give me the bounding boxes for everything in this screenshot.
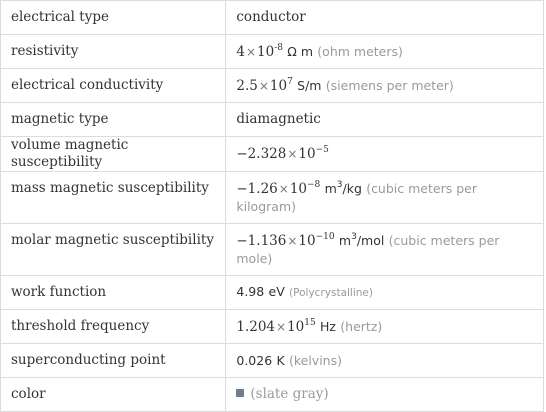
- table-row: [1, 69, 544, 103]
- value-number: 0.026: [236, 352, 273, 368]
- row-value: [226, 1, 544, 35]
- value-exponent: −5: [315, 144, 329, 155]
- value-unit: Hz: [320, 318, 336, 334]
- value-base: 10: [298, 145, 316, 162]
- value-base: 10: [269, 77, 288, 94]
- times-sign: ×: [245, 44, 257, 59]
- row-label: color: [1, 378, 226, 412]
- row-value: [226, 103, 544, 137]
- value-mantissa: −1.136: [236, 232, 287, 249]
- value-mantissa: −1.26: [236, 180, 278, 197]
- table-row: [1, 344, 544, 378]
- value-mantissa: 1.204: [236, 318, 276, 335]
- row-label: magnetic type: [1, 103, 226, 137]
- unit-description: (kelvins): [288, 352, 342, 368]
- unit-description: (hertz): [340, 318, 383, 334]
- table-row: [1, 224, 544, 276]
- table-row: [1, 378, 544, 412]
- value-exponent: −8: [307, 179, 321, 190]
- value-base: 10: [289, 180, 307, 197]
- value-text: diamagnetic: [236, 111, 321, 127]
- row-label: volume magnetic susceptibility: [1, 137, 226, 172]
- value-unit: eV: [268, 284, 285, 299]
- value-base: 10: [287, 318, 305, 335]
- row-label: superconducting point: [1, 344, 226, 378]
- value-unit: S/m: [297, 77, 322, 93]
- row-label: mass magnetic susceptibility: [1, 172, 226, 224]
- times-sign: ×: [278, 181, 289, 196]
- value-mantissa: 2.5: [236, 77, 258, 94]
- value-unit: $m^3$/mol: [338, 231, 385, 248]
- row-value: [226, 35, 544, 69]
- row-label: work function: [1, 276, 226, 310]
- row-value: [226, 172, 544, 224]
- row-label: molar magnetic susceptibility: [1, 224, 226, 276]
- unit-description: (ohm meters): [317, 43, 403, 59]
- value-unit: $m^3/kg$: [324, 179, 362, 196]
- row-label: electrical type: [1, 1, 226, 35]
- color-swatch: [236, 389, 244, 397]
- value-number: 4.98: [236, 284, 265, 299]
- row-value: [226, 276, 544, 310]
- row-label: electrical conductivity: [1, 69, 226, 103]
- value-unit: K: [276, 352, 285, 368]
- color-name: (slate gray): [250, 386, 329, 402]
- table-row: [1, 1, 544, 35]
- times-sign: ×: [258, 78, 269, 93]
- row-value: [226, 310, 544, 344]
- row-value: [226, 378, 544, 412]
- table-row: [1, 276, 544, 310]
- value-mantissa: 4: [236, 43, 245, 60]
- table-row: [1, 103, 544, 137]
- times-sign: ×: [276, 319, 287, 334]
- table-row: [1, 137, 544, 172]
- row-value: [226, 224, 544, 276]
- row-value: [226, 69, 544, 103]
- value-unit: Ω m: [287, 43, 313, 59]
- value-exponent: 15: [304, 317, 316, 328]
- times-sign: ×: [287, 233, 298, 248]
- unit-description: (cubic meters per kilogram): [236, 180, 477, 214]
- table-row: [1, 172, 544, 224]
- unit-description: (cubic meters per mole): [236, 232, 500, 266]
- unit-description: (Polycrystalline): [289, 287, 373, 299]
- row-value: [226, 344, 544, 378]
- table-row: [1, 35, 544, 69]
- unit-description: (siemens per meter): [325, 77, 454, 93]
- value-mantissa: −2.328: [236, 145, 287, 162]
- value-exponent: −10: [315, 231, 335, 242]
- value-text: conductor: [236, 9, 306, 25]
- row-label: resistivity: [1, 35, 226, 69]
- value-exponent: 7: [287, 76, 293, 87]
- row-label: threshold frequency: [1, 310, 226, 344]
- times-sign: ×: [287, 146, 298, 161]
- row-value: [226, 137, 544, 172]
- value-base: 10: [257, 43, 275, 60]
- value-base: 10: [298, 232, 316, 249]
- table-row: [1, 310, 544, 344]
- value-exponent: -8: [274, 42, 283, 53]
